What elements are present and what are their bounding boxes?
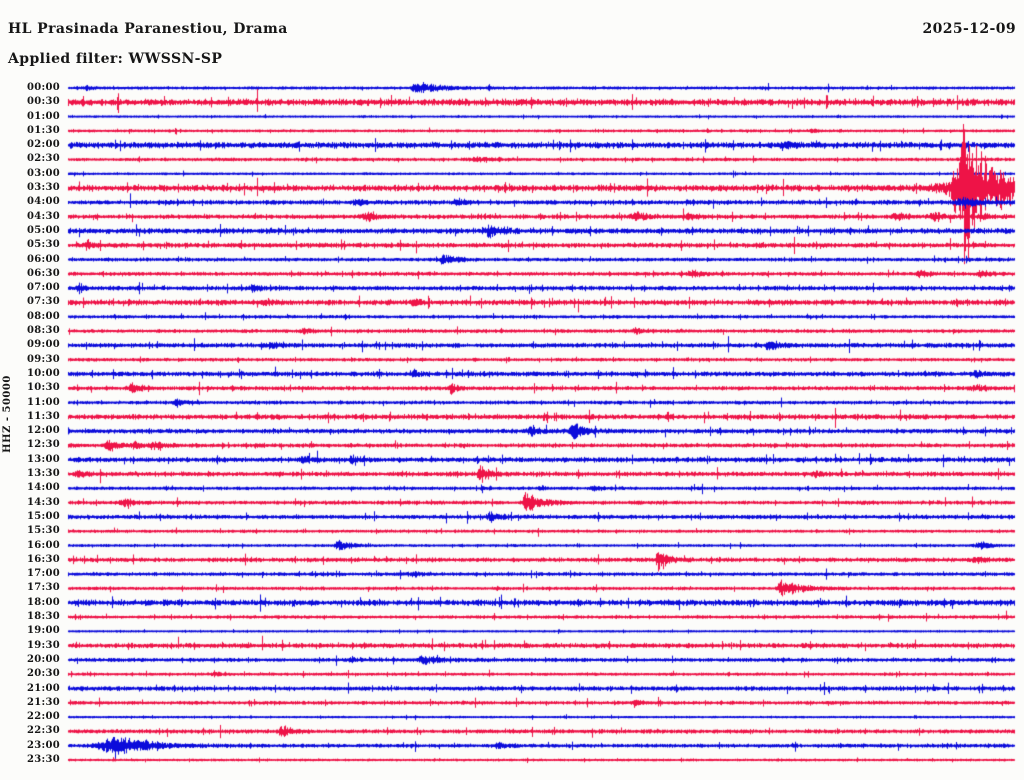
- time-label: 21:00: [26, 682, 60, 694]
- time-label: 22:30: [26, 725, 60, 737]
- time-label: 12:30: [26, 439, 60, 451]
- time-label: 04:00: [26, 196, 60, 208]
- time-label: 15:00: [26, 510, 60, 522]
- time-label: 03:00: [26, 167, 60, 179]
- time-label: 18:30: [26, 611, 60, 623]
- time-label: 01:30: [26, 124, 60, 136]
- time-label: 17:00: [26, 568, 60, 580]
- time-label: 02:00: [26, 139, 60, 151]
- time-label: 16:00: [26, 539, 60, 551]
- time-label: 19:30: [26, 639, 60, 651]
- time-label: 06:00: [26, 253, 60, 265]
- time-label: 20:00: [26, 653, 60, 665]
- time-label: 16:30: [26, 553, 60, 565]
- time-label: 11:00: [26, 396, 60, 408]
- time-label: 00:30: [26, 96, 60, 108]
- time-label: 05:00: [26, 224, 60, 236]
- time-label: 06:30: [26, 267, 60, 279]
- time-label: 02:30: [26, 153, 60, 165]
- time-label: 00:00: [26, 82, 60, 93]
- time-label: 17:30: [26, 582, 60, 594]
- time-label: 14:00: [26, 482, 60, 494]
- time-label: 01:00: [26, 110, 60, 122]
- date-label: 2025-12-09: [922, 21, 1016, 37]
- time-label: 04:30: [26, 210, 60, 222]
- time-label: 22:00: [26, 711, 60, 723]
- time-label: 09:30: [26, 353, 60, 365]
- filter-label: Applied filter: WWSSN-SP: [8, 51, 223, 67]
- time-label: 19:00: [26, 625, 60, 637]
- time-label: 09:00: [26, 339, 60, 351]
- time-label: 13:30: [26, 468, 60, 480]
- time-label: 12:00: [26, 425, 60, 437]
- time-label: 07:00: [26, 282, 60, 294]
- time-label: 08:00: [26, 310, 60, 322]
- time-label: 10:00: [26, 367, 60, 379]
- time-label: 05:30: [26, 239, 60, 251]
- time-label: 18:00: [26, 596, 60, 608]
- channel-scale-label: HHZ - 50000: [2, 375, 13, 453]
- time-label: 11:30: [26, 410, 60, 422]
- time-label: 10:30: [26, 382, 60, 394]
- time-label: 14:30: [26, 496, 60, 508]
- time-label: 21:30: [26, 696, 60, 708]
- time-label: 07:30: [26, 296, 60, 308]
- time-label: 03:30: [26, 182, 60, 194]
- time-label: 08:30: [26, 325, 60, 337]
- time-label: 23:00: [26, 739, 60, 751]
- time-label: 20:30: [26, 668, 60, 680]
- time-label: 23:30: [26, 754, 60, 765]
- time-label: 13:00: [26, 453, 60, 465]
- station-title: HL Prasinada Paranestiou, Drama: [8, 21, 288, 37]
- time-label: 15:30: [26, 525, 60, 537]
